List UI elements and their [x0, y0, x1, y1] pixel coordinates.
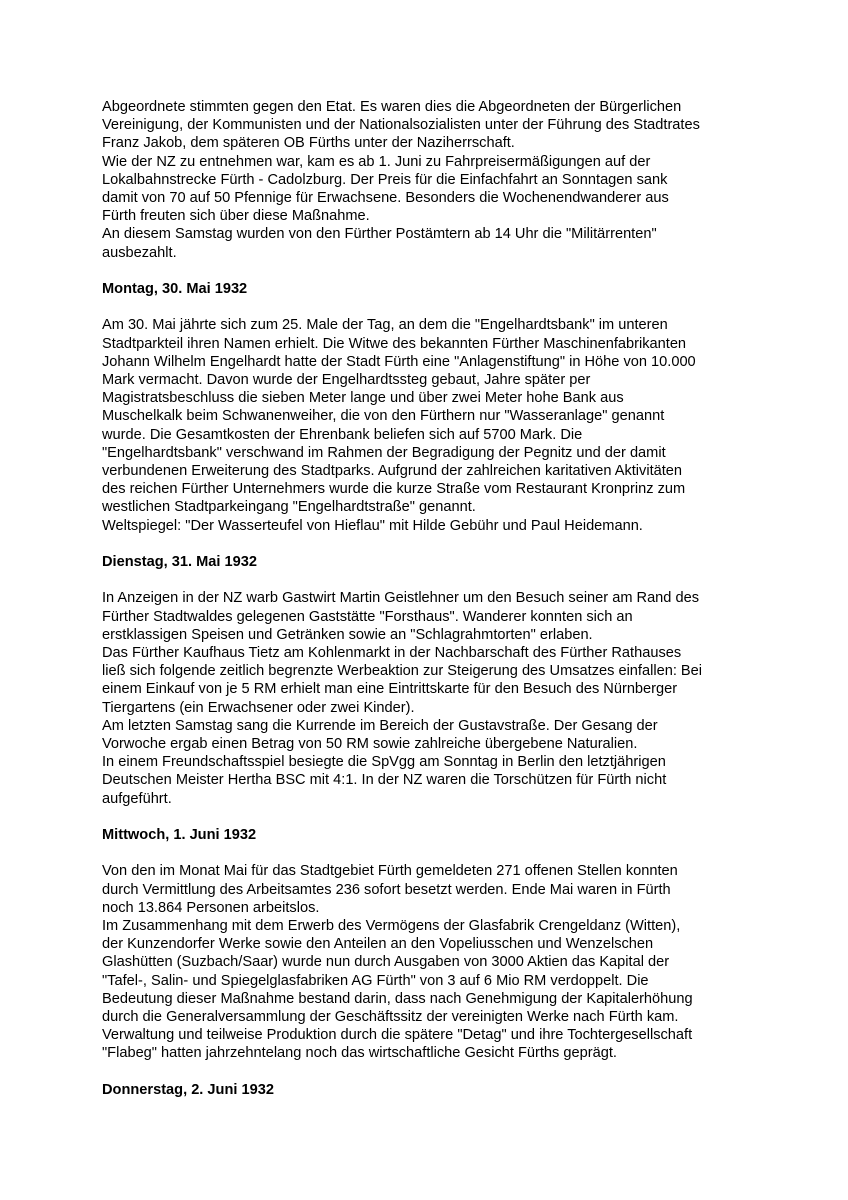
text-line: Am letzten Samstag sang die Kurrende im Bereich der Gustavstraße. Der Gesang der [102, 717, 658, 734]
text-line: In einem Freundschaftsspiel besiegte die SpVgg am Sonntag in Berlin den letztjährigen [102, 754, 666, 771]
date-heading: Donnerstag, 2. Juni 1932 [102, 1081, 274, 1098]
text-line: "Engelhardtsbank" verschwand im Rahmen der Begradigung der Pegnitz und der damit [102, 444, 666, 461]
text-line: Vereinigung, der Kommunisten und der Nationalsozialisten unter der Führung des Stadtrates [102, 117, 700, 134]
text-line: noch 13.864 Personen arbeitslos. [102, 899, 320, 916]
text-line: Vorwoche ergab einen Betrag von 50 RM sowie zahlreiche übergebene Naturalien. [102, 736, 638, 753]
text-line: erstklassigen Speisen und Getränken sowie an "Schlagrahmtorten" erlaben. [102, 626, 593, 643]
paragraph-gap [102, 808, 752, 826]
text-line: Franz Jakob, dem späteren OB Fürths unter der Naziherrschaft. [102, 135, 515, 152]
text-line: Wie der NZ zu entnehmen war, kam es ab 1. Juni zu Fahrpreisermäßigungen auf der [102, 153, 651, 170]
text-line: Tiergartens (ein Erwachsener oder zwei Kinder). [102, 699, 415, 716]
text-line: durch die Generalversammlung der Geschäftssitz der vereinigten Werke nach Fürth kam. [102, 1009, 679, 1026]
text-line: aufgeführt. [102, 790, 172, 807]
text-line: An diesem Samstag wurden von den Fürther Postämtern ab 14 Uhr die "Militärrenten" [102, 226, 657, 243]
text-line: Das Fürther Kaufhaus Tietz am Kohlenmarkt in der Nachbarschaft des Fürther Rathauses [102, 645, 682, 662]
text-line: Stadtparkteil ihren Namen erhielt. Die Witwe des bekannten Fürther Maschinenfabrikanten [102, 335, 687, 352]
text-line: durch Vermittlung des Arbeitsamtes 236 sofort besetzt werden. Ende Mai waren in Fürth [102, 881, 671, 898]
text-line: Magistratsbeschluss die sieben Meter lange und über zwei Meter hohe Bank aus [102, 390, 624, 407]
text-line: wurde. Die Gesamtkosten der Ehrenbank beliefen sich auf 5700 Mark. Die [102, 426, 583, 443]
text-line: Am 30. Mai jährte sich zum 25. Male der Tag, an dem die "Engelhardtsbank" im unteren [102, 317, 668, 334]
text-line: Muschelkalk beim Schwanenweiher, die von den Fürthern nur "Wasseranlage" genannt [102, 408, 665, 425]
text-line: Bedeutung dieser Maßnahme bestand darin, dass nach Genehmigung der Kapitalerhöhung [102, 990, 693, 1007]
text-line: Fürther Stadtwaldes gelegenen Gaststätte "Forsthaus". Wanderer konnten sich an [102, 608, 633, 625]
text-line: damit von 70 auf 50 Pfennige für Erwachsene. Besonders die Wochenendwanderer aus [102, 190, 669, 207]
text-line: Weltspiegel: "Der Wasserteufel von Hieflau" mit Hilde Gebühr und Paul Heidemann. [102, 517, 643, 534]
paragraph-gap [102, 298, 752, 316]
text-line: einem Einkauf von je 5 RM erhielt man eine Eintrittskarte für den Besuch des Nürnberger [102, 681, 678, 698]
paragraph-gap [102, 1063, 752, 1081]
paragraph-gap [102, 535, 752, 553]
paragraph-gap [102, 571, 752, 589]
text-line: Im Zusammenhang mit dem Erwerb des Vermögens der Glasfabrik Crengeldanz (Witten), [102, 918, 681, 935]
paragraph-gap [102, 844, 752, 862]
text-line: Verwaltung und teilweise Produktion durch die spätere "Detag" und ihre Tochtergesellschaft [102, 1027, 693, 1044]
text-line: westlichen Stadtparkeingang "Engelhardtstraße" genannt. [102, 499, 476, 516]
text-line: "Flabeg" hatten jahrzehntelang noch das wirtschaftliche Gesicht Fürths geprägt. [102, 1045, 617, 1062]
date-heading: Mittwoch, 1. Juni 1932 [102, 827, 257, 844]
text-line: In Anzeigen in der NZ warb Gastwirt Martin Geistlehner um den Besuch seiner am Rand des [102, 590, 700, 607]
paragraph [102, 589, 752, 807]
text-line: Lokalbahnstrecke Fürth - Cadolzburg. Der Preis für die Einfachfahrt an Sonntagen sank [102, 171, 668, 188]
text-line: Mark vermacht. Davon wurde der Engelhardtssteg gebaut, Jahre später per [102, 372, 591, 389]
text-line: Glashütten (Suzbach/Saar) wurde nun durch Ausgaben von 3000 Aktien das Kapital der [102, 954, 670, 971]
paragraph [102, 98, 752, 262]
text-line: ließ sich folgende zeitlich begrenzte Werbeaktion zur Steigerung des Umsatzes einfallen: Bei [102, 663, 703, 680]
text-line: verbundenen Erweiterung des Stadtparks. Aufgrund der zahlreichen karitativen Aktivitäten [102, 463, 683, 480]
paragraph [102, 862, 752, 1062]
paragraph [102, 316, 752, 534]
text-line: Von den im Monat Mai für das Stadtgebiet Fürth gemeldeten 271 offenen Stellen konnten [102, 863, 678, 880]
text-line: "Tafel-, Salin- und Spiegelglasfabriken AG Fürth" von 3 auf 6 Mio RM verdoppelt. Die [102, 972, 649, 989]
paragraph-gap [102, 262, 752, 280]
text-line: Deutschen Meister Hertha BSC mit 4:1. In der NZ waren die Torschützen für Fürth nicht [102, 772, 667, 789]
document-page [102, 98, 752, 1099]
text-line: ausbezahlt. [102, 244, 177, 261]
text-line: Abgeordnete stimmten gegen den Etat. Es waren dies die Abgeordneten der Bürgerlichen [102, 99, 682, 115]
text-line: der Kunzendorfer Werke sowie den Anteilen an den Vopeliusschen und Wenzelschen [102, 936, 654, 953]
text-line: Johann Wilhelm Engelhardt hatte der Stadt Fürth eine "Anlagenstiftung" in Höhe von 10.000 [102, 353, 696, 370]
text-line: des reichen Fürther Unternehmers wurde die kurze Straße vom Restaurant Kronprinz zum [102, 481, 686, 498]
date-heading: Montag, 30. Mai 1932 [102, 281, 248, 298]
date-heading: Dienstag, 31. Mai 1932 [102, 554, 257, 571]
text-line: Fürth freuten sich über diese Maßnahme. [102, 208, 370, 225]
